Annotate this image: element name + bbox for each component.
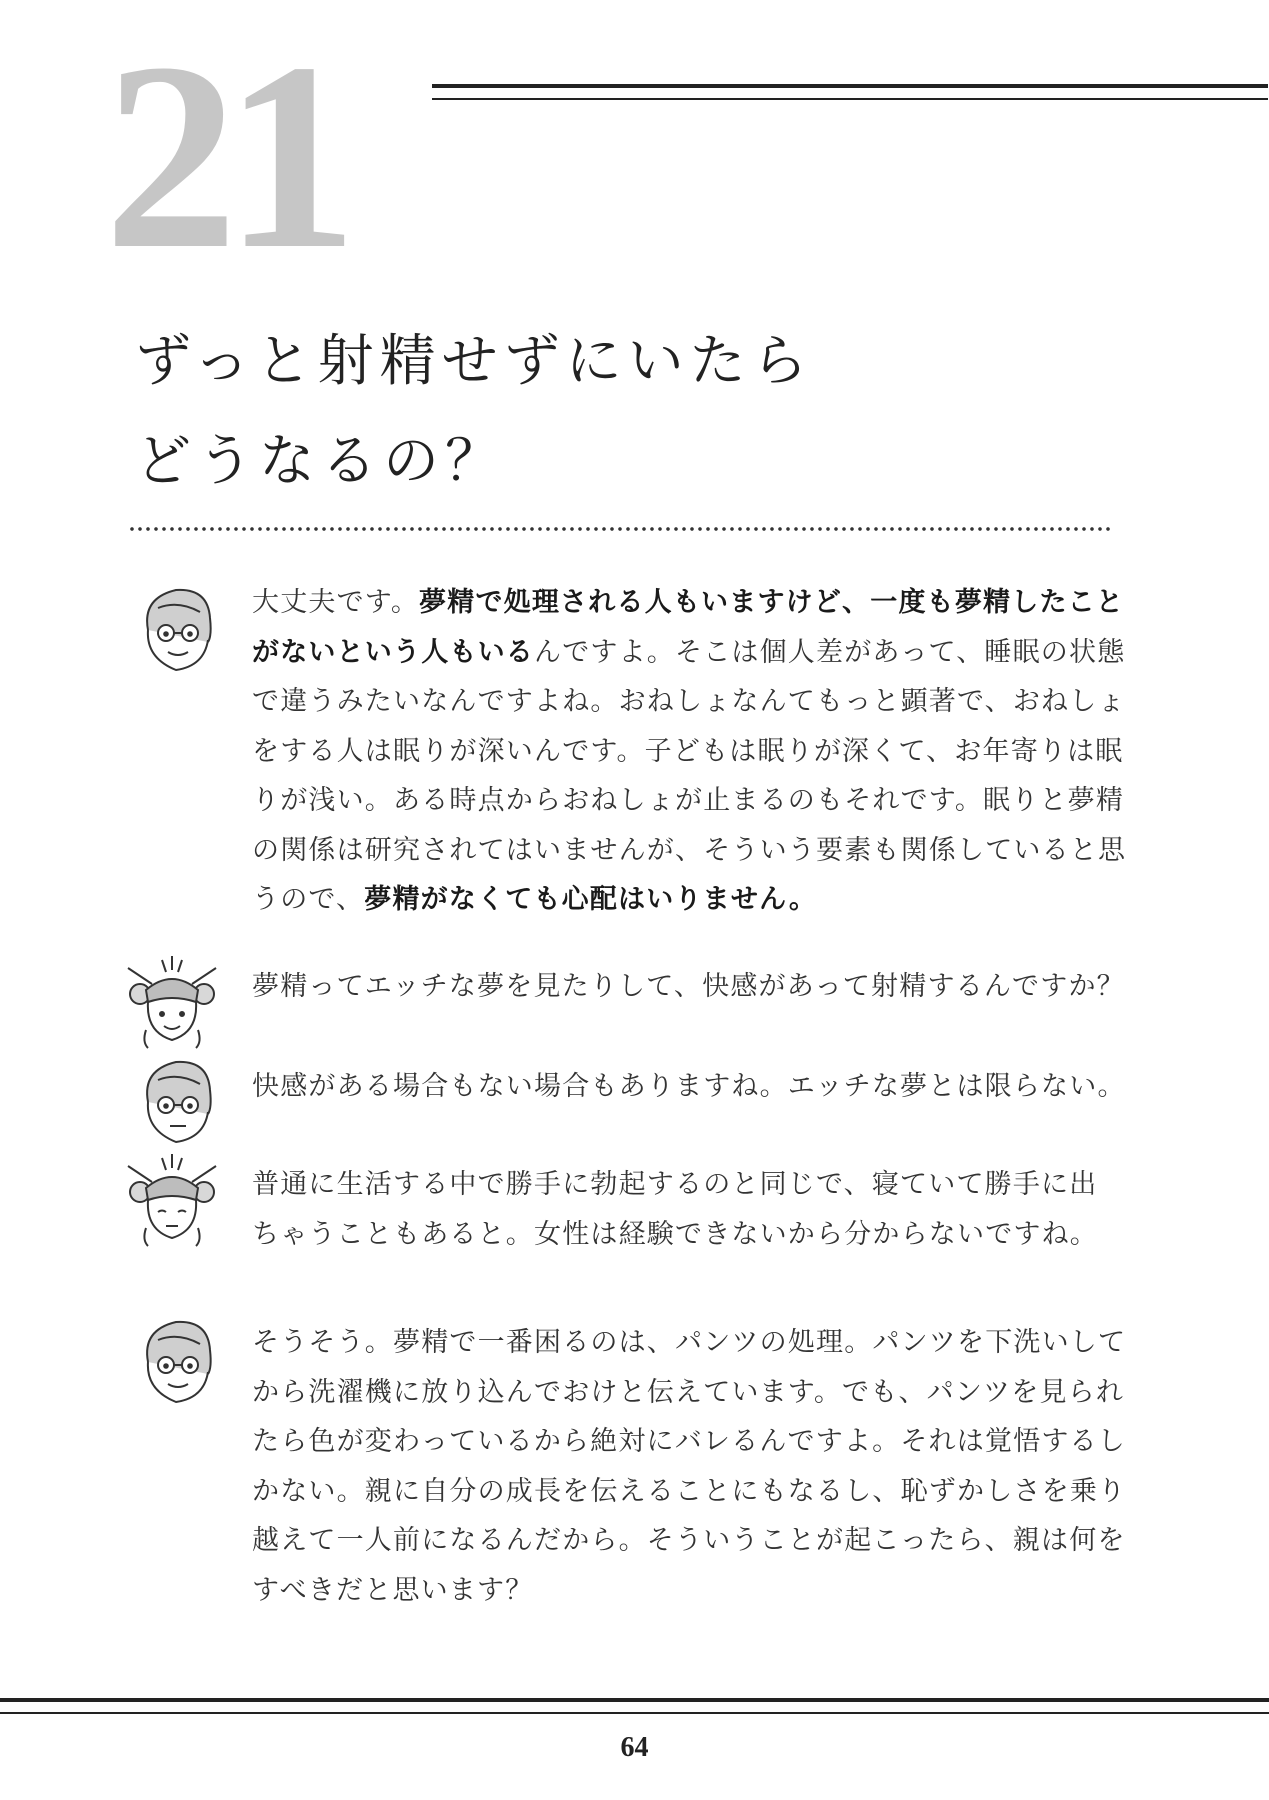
- dialogue-line: [252, 875, 1122, 925]
- dialogue-line: [252, 1210, 1122, 1260]
- header-rule-thick: [432, 84, 1268, 88]
- dialogue-line: [252, 1160, 1122, 1210]
- page-number: 64: [620, 1732, 649, 1763]
- dialogue-line: [252, 1516, 1126, 1566]
- body-text: の関係は研究されてはいませんが、そういう要素も関係していると思: [252, 834, 1127, 866]
- doctor-avatar-icon: [128, 578, 228, 678]
- doctor-avatar-icon: [128, 1050, 228, 1150]
- dialogue-text: [252, 962, 1125, 1012]
- dotted-separator: [128, 526, 1113, 532]
- dialogue-line: [252, 677, 1126, 727]
- interviewer-avatar-icon: [122, 950, 222, 1050]
- dialogue-line: [252, 1566, 1122, 1616]
- interviewer-avatar-icon: [122, 1148, 222, 1248]
- dialogue-line: [252, 826, 1127, 876]
- body-text: をする人は眠りが深いんです。子どもは眠りが深くて、お年寄りは眠: [252, 735, 1124, 767]
- body-text: ちゃうこともあると。女性は経験できないから分からないですね。: [252, 1218, 1098, 1250]
- dialogue-line: [252, 776, 1125, 826]
- emphasized-text: 夢精がなくても心配はいりません。: [364, 884, 818, 915]
- body-text: んですよ。そこは個人差があって、睡眠の状態: [534, 636, 1126, 668]
- dialogue-line: [252, 628, 1126, 678]
- body-text: たら色が変わっているから絶対にバレるんですよ。それは覚悟するし: [252, 1426, 1126, 1457]
- dialogue-text: [252, 1160, 1122, 1259]
- dialogue-text: [252, 578, 1127, 925]
- chapter-number: 21: [104, 7, 344, 304]
- dialogue-line: [252, 1467, 1127, 1517]
- body-text: で違うみたいなんですよね。おねしょなんてもっと顕著で、おねしょ: [252, 686, 1126, 717]
- body-text: 越えて一人前になるんだから。そういうことが起こったら、親は何を: [252, 1525, 1126, 1556]
- body-text: すべきだと思います？: [252, 1574, 534, 1606]
- chapter-title-line: ずっと射精せずにいたら: [135, 329, 814, 394]
- body-text: そうそう。夢精で一番困るのは、パンツの処理。パンツを下洗いして: [252, 1327, 1127, 1358]
- body-text: 普通に生活する中で勝手に勃起するのと同じで、寝ていて勝手に出: [252, 1169, 1098, 1200]
- dialogue-line: [252, 1318, 1127, 1368]
- chapter-title-line: どうなるの？: [135, 429, 507, 494]
- dialogue-line: [252, 578, 1125, 628]
- doctor-avatar-icon: [128, 1310, 228, 1410]
- emphasized-text: がないという人もいる: [252, 636, 534, 668]
- body-text: 大丈夫です。: [252, 587, 420, 618]
- dialogue-line: [252, 1062, 1126, 1112]
- body-text: から洗濯機に放り込んでおけと伝えています。でも、パンツを見られ: [252, 1376, 1125, 1408]
- body-text: 夢精ってエッチな夢を見たりして、快感があって射精するんですか？: [252, 971, 1125, 1002]
- dialogue-text: [252, 1062, 1126, 1112]
- body-text: 快感がある場合もない場合もありますね。エッチな夢とは限らない。: [252, 1071, 1126, 1102]
- footer-rule-thin: [0, 1712, 1269, 1714]
- dialogue-line: [252, 1368, 1125, 1418]
- header-rule-thin: [432, 98, 1268, 100]
- dialogue-line: [252, 1417, 1126, 1467]
- emphasized-text: 夢精で処理される人もいますけど、一度も夢精したこと: [419, 587, 1125, 618]
- footer-rule-thick: [0, 1698, 1269, 1702]
- dialogue-line: [252, 962, 1125, 1012]
- body-text: かない。親に自分の成長を伝えることにもなるし、恥ずかしさを乗り: [252, 1475, 1127, 1507]
- body-text: うので、: [252, 884, 365, 915]
- chapter-title: [135, 312, 1135, 512]
- dialogue-text: [252, 1318, 1127, 1615]
- body-text: りが浅い。ある時点からおねしょが止まるのもそれです。眠りと夢精: [252, 785, 1125, 816]
- dialogue-line: [252, 727, 1122, 777]
